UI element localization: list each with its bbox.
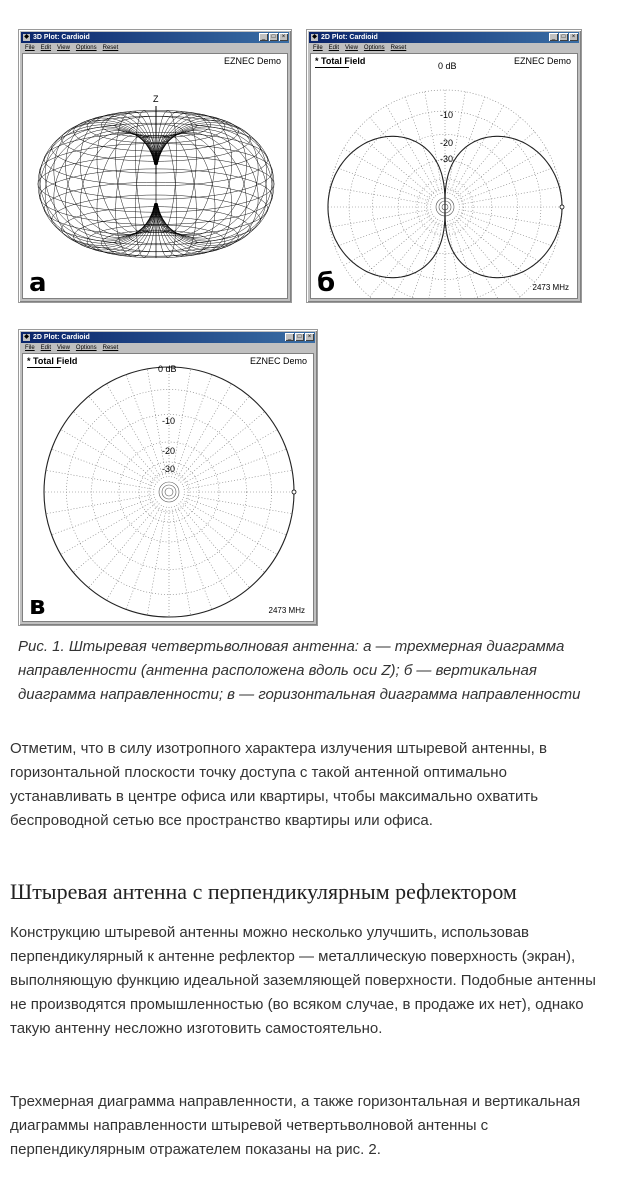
figure-c-menubar [21, 343, 315, 353]
grid-spoke [387, 219, 438, 299]
maximize-icon[interactable]: □ [269, 33, 278, 41]
maximize-icon[interactable]: □ [559, 33, 568, 41]
figure-a-letter: а [29, 268, 47, 298]
ring-label-30: -30 [162, 464, 176, 474]
grid-spoke [179, 396, 250, 480]
grid-spoke [450, 220, 485, 299]
menu-file[interactable]: File [313, 45, 323, 51]
grid-spoke [46, 470, 154, 489]
grid-spoke [182, 430, 277, 485]
inner-circle [165, 488, 173, 496]
menu-view[interactable]: View [57, 345, 70, 351]
section-heading: Штыревая антенна с перпендикулярным рефлектором [10, 879, 517, 904]
menu-reset[interactable]: Reset [102, 345, 119, 351]
figure-c-field-label: * Total Field [27, 356, 78, 366]
figure-a-window [18, 29, 292, 303]
grid-spoke [172, 507, 191, 615]
figure-b-field-label: * Total Field [315, 56, 366, 66]
figure-b-title: 2D Plot: Cardioid [321, 34, 378, 41]
grid-spoke [335, 212, 432, 247]
grid-spoke [454, 218, 520, 297]
grid-spoke [452, 106, 503, 195]
grid-spoke [179, 503, 250, 587]
menu-edit[interactable]: Edit [40, 345, 52, 351]
grid-spoke [147, 507, 166, 615]
figure-c-plot-area [22, 353, 314, 622]
grid-spoke [330, 187, 431, 205]
window-system-icon: ◆ [24, 34, 29, 40]
grid-spoke [46, 495, 154, 514]
figure-b-menubar [309, 43, 579, 53]
grid-spoke [459, 209, 560, 227]
vertical-polar-plot [311, 54, 578, 299]
grid-spoke [180, 412, 264, 483]
grid-spoke [405, 220, 440, 299]
figure-a-demo-label: EZNEC Demo [223, 56, 281, 66]
grid-spoke [457, 214, 546, 265]
grid-spoke [107, 384, 162, 479]
ring-label-20: -20 [440, 138, 454, 148]
grid-spoke [370, 117, 436, 196]
grid-spoke [370, 218, 436, 297]
grid-spoke [184, 495, 292, 514]
grid-spoke [387, 106, 438, 195]
menu-reset[interactable]: Reset [102, 45, 119, 51]
minimize-icon[interactable]: _ [549, 33, 558, 41]
menu-file[interactable]: File [25, 45, 35, 51]
grid-spoke [174, 506, 212, 609]
grid-spoke [459, 187, 560, 205]
grid-spoke [184, 470, 292, 489]
grid-spoke [61, 500, 156, 555]
menu-view[interactable]: View [345, 45, 358, 51]
ring-label-0db: 0 dB [438, 61, 457, 71]
grid-ring [149, 472, 189, 512]
grid-spoke [330, 209, 431, 227]
figure-c-window [18, 329, 318, 626]
horizontal-polar-plot [23, 354, 314, 622]
grid-spoke [344, 149, 433, 200]
ring-label-20: -20 [162, 446, 176, 456]
menu-edit[interactable]: Edit [40, 45, 52, 51]
minimize-icon[interactable]: _ [259, 33, 268, 41]
ring-label-30: -30 [440, 154, 454, 164]
menu-options[interactable]: Options [363, 45, 385, 51]
torus-3d-plot [23, 54, 288, 299]
grid-spoke [182, 500, 277, 555]
close-icon[interactable]: × [279, 33, 288, 41]
inner-circles [159, 482, 179, 502]
menu-file[interactable]: File [25, 345, 35, 351]
grid-spoke [447, 221, 465, 299]
close-icon[interactable]: × [305, 333, 314, 341]
figure-c-frequency: 2473 MHz [268, 606, 305, 615]
figure-a-plot-area [22, 53, 288, 299]
grid-ring [119, 442, 219, 542]
figure-b-letter: б [317, 268, 336, 298]
menu-edit[interactable]: Edit [328, 45, 340, 51]
grid-spoke [73, 412, 157, 483]
grid-spoke [458, 212, 555, 247]
menu-options[interactable]: Options [75, 45, 97, 51]
figure-c-letter: в [29, 591, 46, 621]
figure-caption: Рис. 1. Штыревая четвертьволновая антенна: а — трехмерная диаграмма направленности (антенна расположена вдоль оси Z); б — вертикальная диаграмма направленности; в — горизонтальная диаграмма направленности [18, 638, 581, 703]
figure-c-title: 2D Plot: Cardioid [33, 334, 90, 341]
figure-a-menubar [21, 43, 289, 53]
grid-spoke [183, 449, 286, 487]
grid-spoke [183, 497, 286, 535]
figure-b-demo-label: EZNEC Demo [513, 56, 571, 66]
figure-c-titlebar [21, 332, 315, 343]
maximize-icon[interactable]: □ [295, 333, 304, 341]
figure-b-window [306, 29, 582, 303]
grid-spoke [174, 375, 212, 478]
polar-grid [44, 367, 294, 617]
figure-b-frequency: 2473 MHz [532, 283, 569, 292]
ring-label-10: -10 [440, 110, 454, 120]
ring-label-10: -10 [162, 416, 176, 426]
grid-spoke [177, 505, 232, 600]
figure-a-title: 3D Plot: Cardioid [33, 34, 90, 41]
close-icon[interactable]: × [569, 33, 578, 41]
menu-options[interactable]: Options [75, 345, 97, 351]
grid-spoke [61, 430, 156, 485]
figure-b-titlebar [309, 32, 579, 43]
ring-label-0db: 0 dB [158, 364, 177, 374]
grid-spoke [177, 384, 232, 479]
figure-c-field-underline [27, 367, 61, 368]
menu-view[interactable]: View [57, 45, 70, 51]
cursor-dot [560, 205, 564, 209]
grid-spoke [89, 503, 160, 587]
grid-spoke [454, 117, 520, 196]
grid-spoke [89, 396, 160, 480]
grid-spoke [73, 502, 157, 573]
figure-b-plot-area [310, 53, 578, 299]
menu-reset[interactable]: Reset [390, 45, 407, 51]
inner-circle [162, 485, 176, 499]
grid-spoke [52, 449, 155, 487]
grid-spoke [457, 149, 546, 200]
grid-spoke [344, 214, 433, 265]
figure-c-demo-label: EZNEC Demo [249, 356, 307, 366]
paragraph-3: Трехмерная диаграмма направленности, а также горизонтальная и вертикальная диаграммы направленности штыревой четвертьволновой антенны с перпендикулярным отражателем показаны на рис. 2. [10, 1093, 581, 1158]
cursor-dot [292, 490, 296, 494]
window-system-icon: ◆ [24, 334, 29, 340]
figure-b-field-underline [315, 67, 349, 68]
grid-spoke [107, 505, 162, 600]
window-system-icon: ◆ [312, 34, 317, 40]
grid-spoke [335, 167, 432, 202]
grid-spoke [425, 221, 443, 299]
grid-spoke [180, 502, 264, 573]
z-axis-label: Z [153, 94, 159, 104]
paragraph-1: Отметим, что в силу изотропного характера излучения штыревой антенны, в горизонтальной плоскости точку доступа с такой антенной оптимально устанавливать в центре офиса или квартиры, чтобы максимально охватить беспроводной сетью все пространство квартиры или офиса. [10, 740, 547, 829]
minimize-icon[interactable]: _ [285, 333, 294, 341]
grid-spoke [52, 497, 155, 535]
paragraph-2: Конструкцию штыревой антенны можно несколько улучшить, использовав перпендикулярный к антенне рефлектор — металлическую поверхность (экран), выполняющую функцию идеальной заземляющей поверхности. Подобные антенны не производятся промышленностью (во всяком случае, в продаже их нет), однако такую антенну несложно изготовить самостоятельно. [10, 924, 596, 1037]
figure-a-titlebar [21, 32, 289, 43]
